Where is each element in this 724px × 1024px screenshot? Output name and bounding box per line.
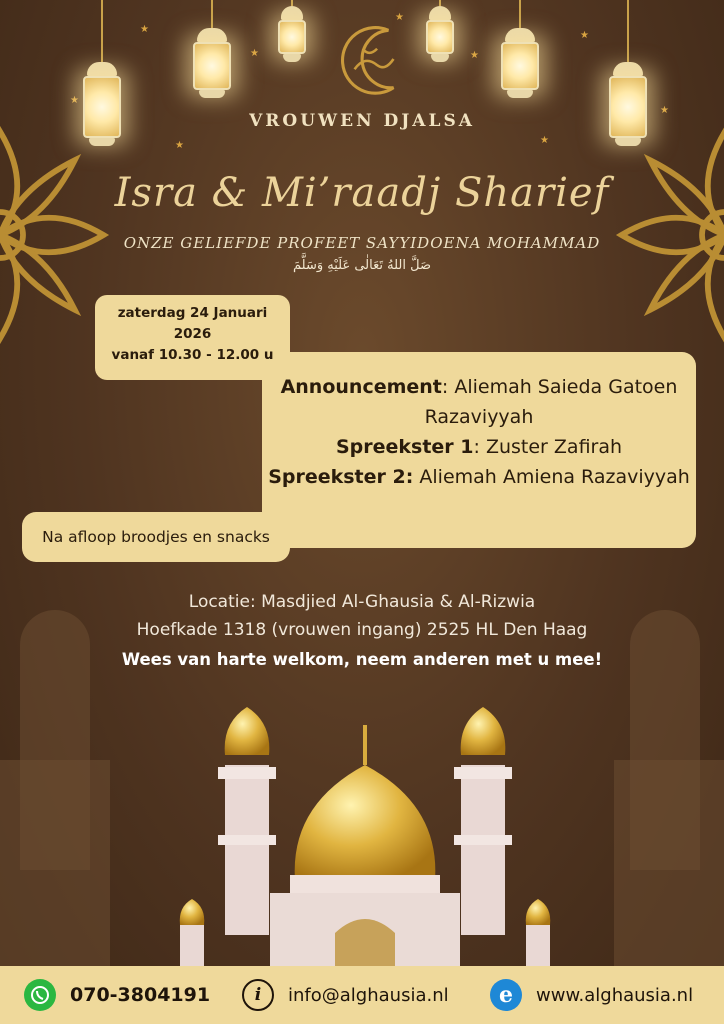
star-icon: ★ <box>395 12 404 23</box>
star-icon: ★ <box>660 105 669 116</box>
after-note: Na afloop broodjes en snacks <box>22 512 290 562</box>
star-icon: ★ <box>140 24 149 35</box>
location <box>0 588 724 644</box>
browser-icon: e <box>490 979 522 1011</box>
lantern-icon <box>190 0 234 98</box>
date-box <box>95 295 290 380</box>
star-icon: ★ <box>175 140 184 151</box>
year-line: 2026 <box>173 326 212 342</box>
speaker1-line <box>262 432 696 462</box>
website-url[interactable]: www.alghausia.nl <box>536 984 694 1006</box>
speaker2-value: Aliemah Amiena Razaviyyah <box>413 466 690 488</box>
crescent-calligraphy-icon <box>332 18 414 100</box>
arabic-salutation: صَلَّ اللهُ تَعَالٰى عَلَيْهِ وَسَلَّمَ <box>293 258 431 273</box>
date-line: zaterdag 24 Januari <box>117 305 268 321</box>
announcement-line <box>262 372 696 432</box>
lantern-icon <box>270 0 314 62</box>
star-icon: ★ <box>70 95 79 106</box>
email-address[interactable]: info@alghausia.nl <box>288 984 449 1006</box>
phone-number[interactable]: 070-3804191 <box>70 984 211 1006</box>
contact-footer <box>0 966 724 1024</box>
lantern-icon <box>418 0 462 62</box>
lantern-icon <box>498 0 542 98</box>
speaker2-line <box>262 462 696 492</box>
star-icon: ★ <box>540 135 549 146</box>
mosque-illustration <box>170 695 560 967</box>
announcement-value: : Aliemah Saieda Gatoen Razaviyyah <box>424 376 678 428</box>
page-title: Isra & Mi’raadj Sharief <box>114 170 610 216</box>
star-icon: ★ <box>580 30 589 41</box>
location-line-1: Locatie: Masdjied Al-Ghausia & Al-Rizwia <box>188 592 536 612</box>
location-line-2: Hoefkade 1318 (vrouwen ingang) 2525 HL Den Haag <box>136 620 588 640</box>
website-contact[interactable] <box>490 966 693 1024</box>
announcement-label: Announcement <box>280 376 442 398</box>
info-icon: i <box>242 979 274 1011</box>
speaker1-label: Spreekster 1 <box>335 436 474 458</box>
program-box <box>262 352 696 548</box>
speaker2-label: Spreekster 2: <box>268 466 414 488</box>
minaret-silhouette <box>614 760 724 966</box>
subtitle: ONZE GELIEFDE PROFEET SAYYIDOENA MOHAMMAD <box>123 234 601 252</box>
welcome-message: Wees van harte welkom, neem anderen met u mee! <box>121 650 603 669</box>
speaker1-value: : Zuster Zafirah <box>473 436 623 458</box>
email-contact[interactable] <box>242 966 449 1024</box>
event-type: VROUWEN DJALSA <box>249 111 475 131</box>
phone-contact[interactable] <box>24 966 210 1024</box>
whatsapp-icon <box>24 979 56 1011</box>
star-icon: ★ <box>470 50 479 61</box>
star-icon: ★ <box>250 48 259 59</box>
time-line: vanaf 10.30 - 12.00 u <box>111 347 274 363</box>
minaret-silhouette <box>0 760 110 966</box>
